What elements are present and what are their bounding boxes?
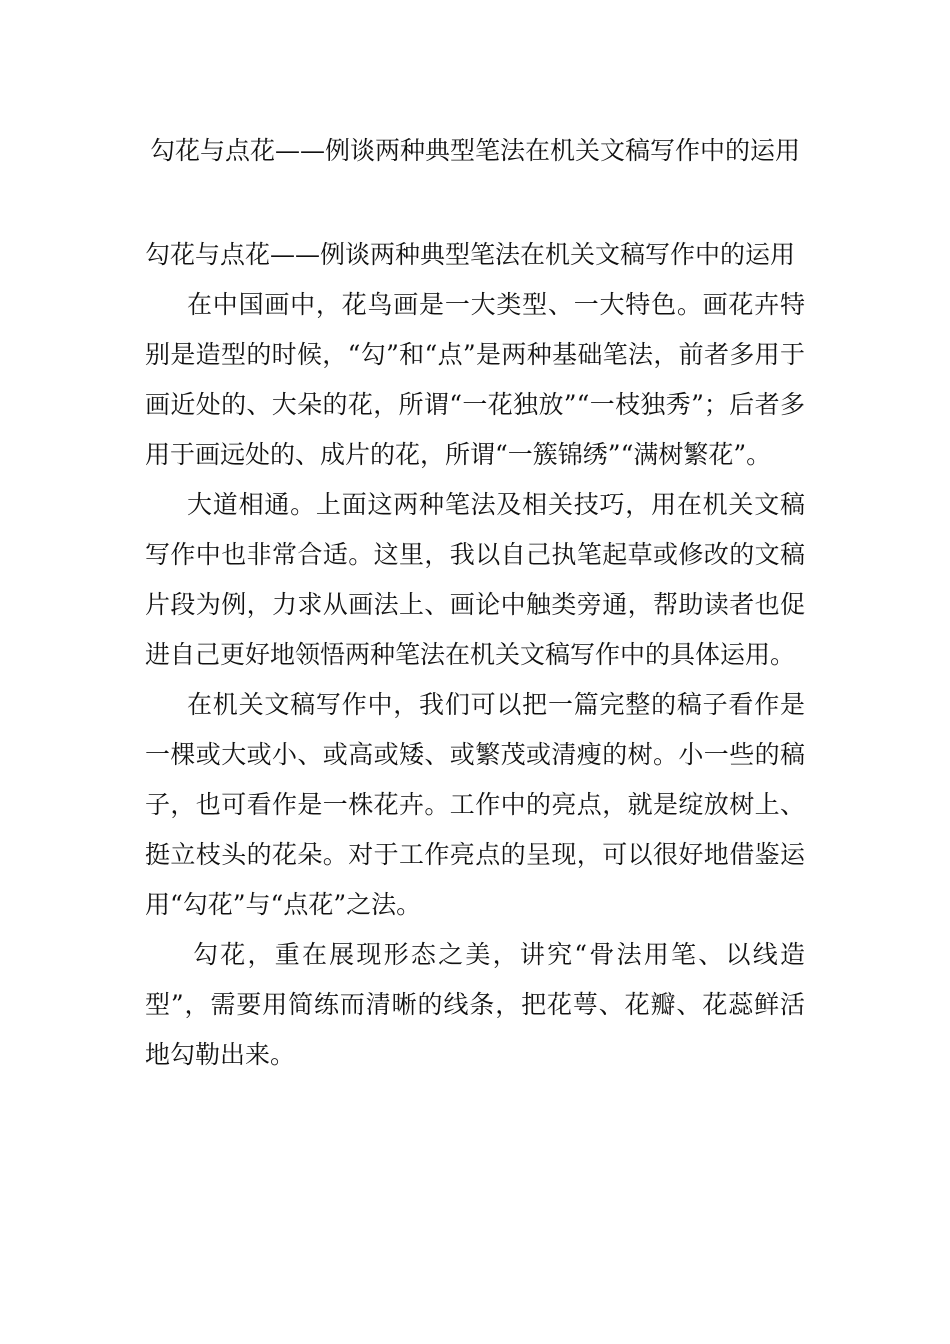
document-title: 勾花与点花——例谈两种典型笔法在机关文稿写作中的运用 [149, 136, 800, 165]
paragraph-3: 在机关文稿写作中，我们可以把一篇完整的稿子看作是一棵或大或小、或高或矮、或繁茂或清瘦的树。小一些的稿子，也可看作是一株花卉。工作中的亮点，就是绽放树上、挺立枝头的花朵。对于工作亮点的呈现，可以很好地借鉴运用“勾花”与“点花”之法。 [145, 690, 805, 919]
paragraph-1: 在中国画中，花鸟画是一大类型、一大特色。画花卉特别是造型的时候，“勾”和“点”是两种基础笔法，前者多用于画近处的、大朵的花，所谓“一花独放”“一枝独秀”；后者多用于画远处的、成片的花，所谓“一簇锦绣”“满树繁花”。 [145, 290, 805, 469]
document-body [145, 230, 805, 1080]
paragraph-4: 勾花，重在展现形态之美，讲究“骨法用笔、以线造型”，需要用简练而清晰的线条，把花萼、花瓣、花蕊鲜活地勾勒出来。 [145, 940, 805, 1069]
paragraph-2: 大道相通。上面这两种笔法及相关技巧，用在机关文稿写作中也非常合适。这里，我以自己执笔起草或修改的文稿片段为例，力求从画法上、画论中触类旁通，帮助读者也促进自己更好地领悟两种笔法在机关文稿写作中的具体运用。 [145, 490, 805, 669]
document-subtitle: 勾花与点花——例谈两种典型笔法在机关文稿写作中的运用 [145, 240, 796, 269]
